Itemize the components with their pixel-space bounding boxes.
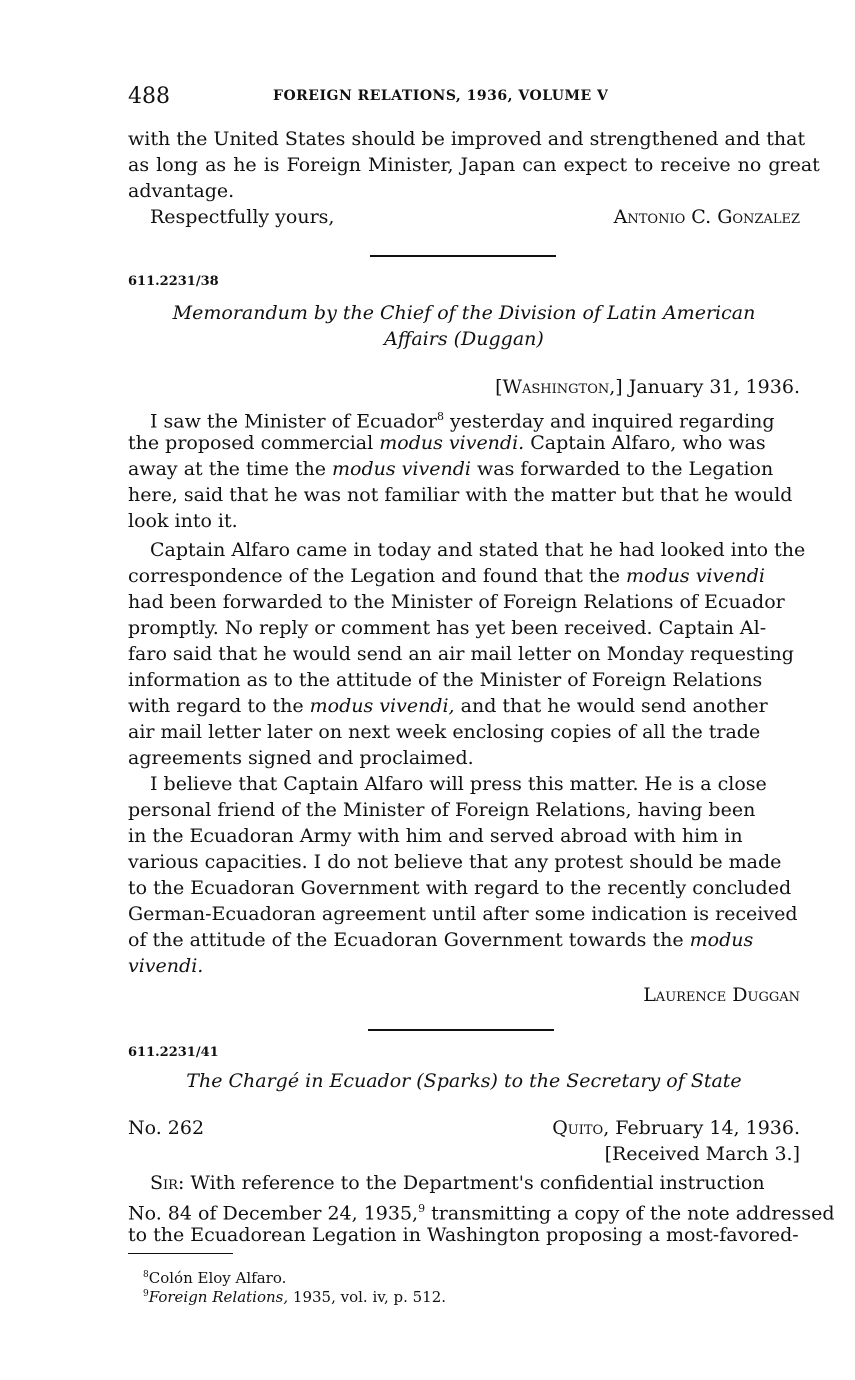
date: February 14, 1936. (615, 1117, 800, 1139)
text-line: advantage. (128, 180, 235, 202)
text-line: I believe that Captain Alfaro will press this matter. He is a close (150, 773, 767, 795)
memo-title-line2: Affairs (Duggan) (384, 328, 544, 350)
footnote: $^8$Colón Eloy Alfaro. (143, 1269, 287, 1287)
memo-title-line1: Memorandum by the Chief of the Division of Latin American (172, 302, 756, 324)
page-number: 488 (128, 84, 170, 109)
place: Quito, (552, 1117, 610, 1139)
footnote-ref: 8 (436, 410, 444, 423)
signature-gonzalez: Antonio C. Gonzalez (613, 206, 800, 228)
text-line: of the attitude of the Ecuadoran Government towards the modus (128, 929, 754, 951)
place: [Washington,] (495, 376, 623, 398)
text-line: to the Ecuadoran Government with regard to the recently concluded (128, 877, 792, 899)
text-line: I saw the Minister of Ecuador$^8$ yesterday and inquired regarding (150, 410, 775, 433)
text-line: agreements signed and proclaimed. (128, 747, 474, 769)
text-line: faro said that he would send an air mail letter on Monday requesting (128, 643, 794, 665)
file-number: 611.2231/38 (128, 274, 219, 289)
dateline (128, 374, 800, 400)
page-header (128, 84, 800, 109)
text-line: the proposed commercial modus vivendi. Captain Alfaro, who was (128, 432, 766, 454)
text-line: Sir: With reference to the Department's confidential instruction (150, 1172, 765, 1194)
section-divider (368, 1029, 554, 1031)
section-divider (370, 255, 556, 257)
letter-number-line (128, 1115, 800, 1141)
closing-line (150, 204, 800, 230)
footnote: $^9$Foreign Relations, 1935, vol. iv, p. 512. (143, 1288, 447, 1306)
signature-duggan: Laurence Duggan (643, 984, 800, 1006)
dateline (552, 1115, 800, 1141)
footnote-rule (128, 1253, 233, 1254)
text-line: look into it. (128, 510, 238, 532)
text-line: away at the time the modus vivendi was forwarded to the Legation (128, 458, 774, 480)
date: January 31, 1936. (628, 376, 800, 398)
text-line: to the Ecuadorean Legation in Washington proposing a most-favored- (128, 1224, 799, 1246)
text-line: No. 84 of December 24, 1935,$^9$ transmitting a copy of the note addressed (128, 1202, 835, 1225)
text-line: information as to the attitude of the Minister of Foreign Relations (128, 669, 763, 691)
text-line: air mail letter later on next week enclosing copies of all the trade (128, 721, 761, 743)
running-title: FOREIGN RELATIONS, 1936, VOLUME V (273, 88, 609, 104)
text-line: Captain Alfaro came in today and stated that he had looked into the (150, 539, 806, 561)
file-number: 611.2231/41 (128, 1045, 219, 1060)
closing: Respectfully yours, (150, 206, 335, 228)
text-line: various capacities. I do not believe that any protest should be made (128, 851, 782, 873)
text-line: as long as he is Foreign Minister, Japan can expect to receive no great (128, 154, 820, 176)
text-line: here, said that he was not familiar with the matter but that he would (128, 484, 793, 506)
text-line: promptly. No reply or comment has yet been received. Captain Al- (128, 617, 767, 639)
text-line: personal friend of the Minister of Foreign Relations, having been (128, 799, 756, 821)
despatch-number: No. 262 (128, 1117, 205, 1139)
text-line: with the United States should be improved and strengthened and that (128, 128, 806, 150)
salutation: Sir: (150, 1172, 185, 1194)
received-note: [Received March 3.] (604, 1143, 800, 1165)
footnote-ref: 9 (418, 1202, 426, 1215)
text-line: vivendi. (128, 955, 204, 977)
text-line: in the Ecuadoran Army with him and served abroad with him in (128, 825, 743, 847)
text-line: correspondence of the Legation and found that the modus vivendi (128, 565, 765, 587)
text-line: had been forwarded to the Minister of Foreign Relations of Ecuador (128, 591, 785, 613)
text-line: German-Ecuadoran agreement until after some indication is received (128, 903, 798, 925)
letter-title: The Chargé in Ecuador (Sparks) to the Secretary of State (186, 1070, 742, 1092)
text-line: with regard to the modus vivendi, and that he would send another (128, 695, 768, 717)
